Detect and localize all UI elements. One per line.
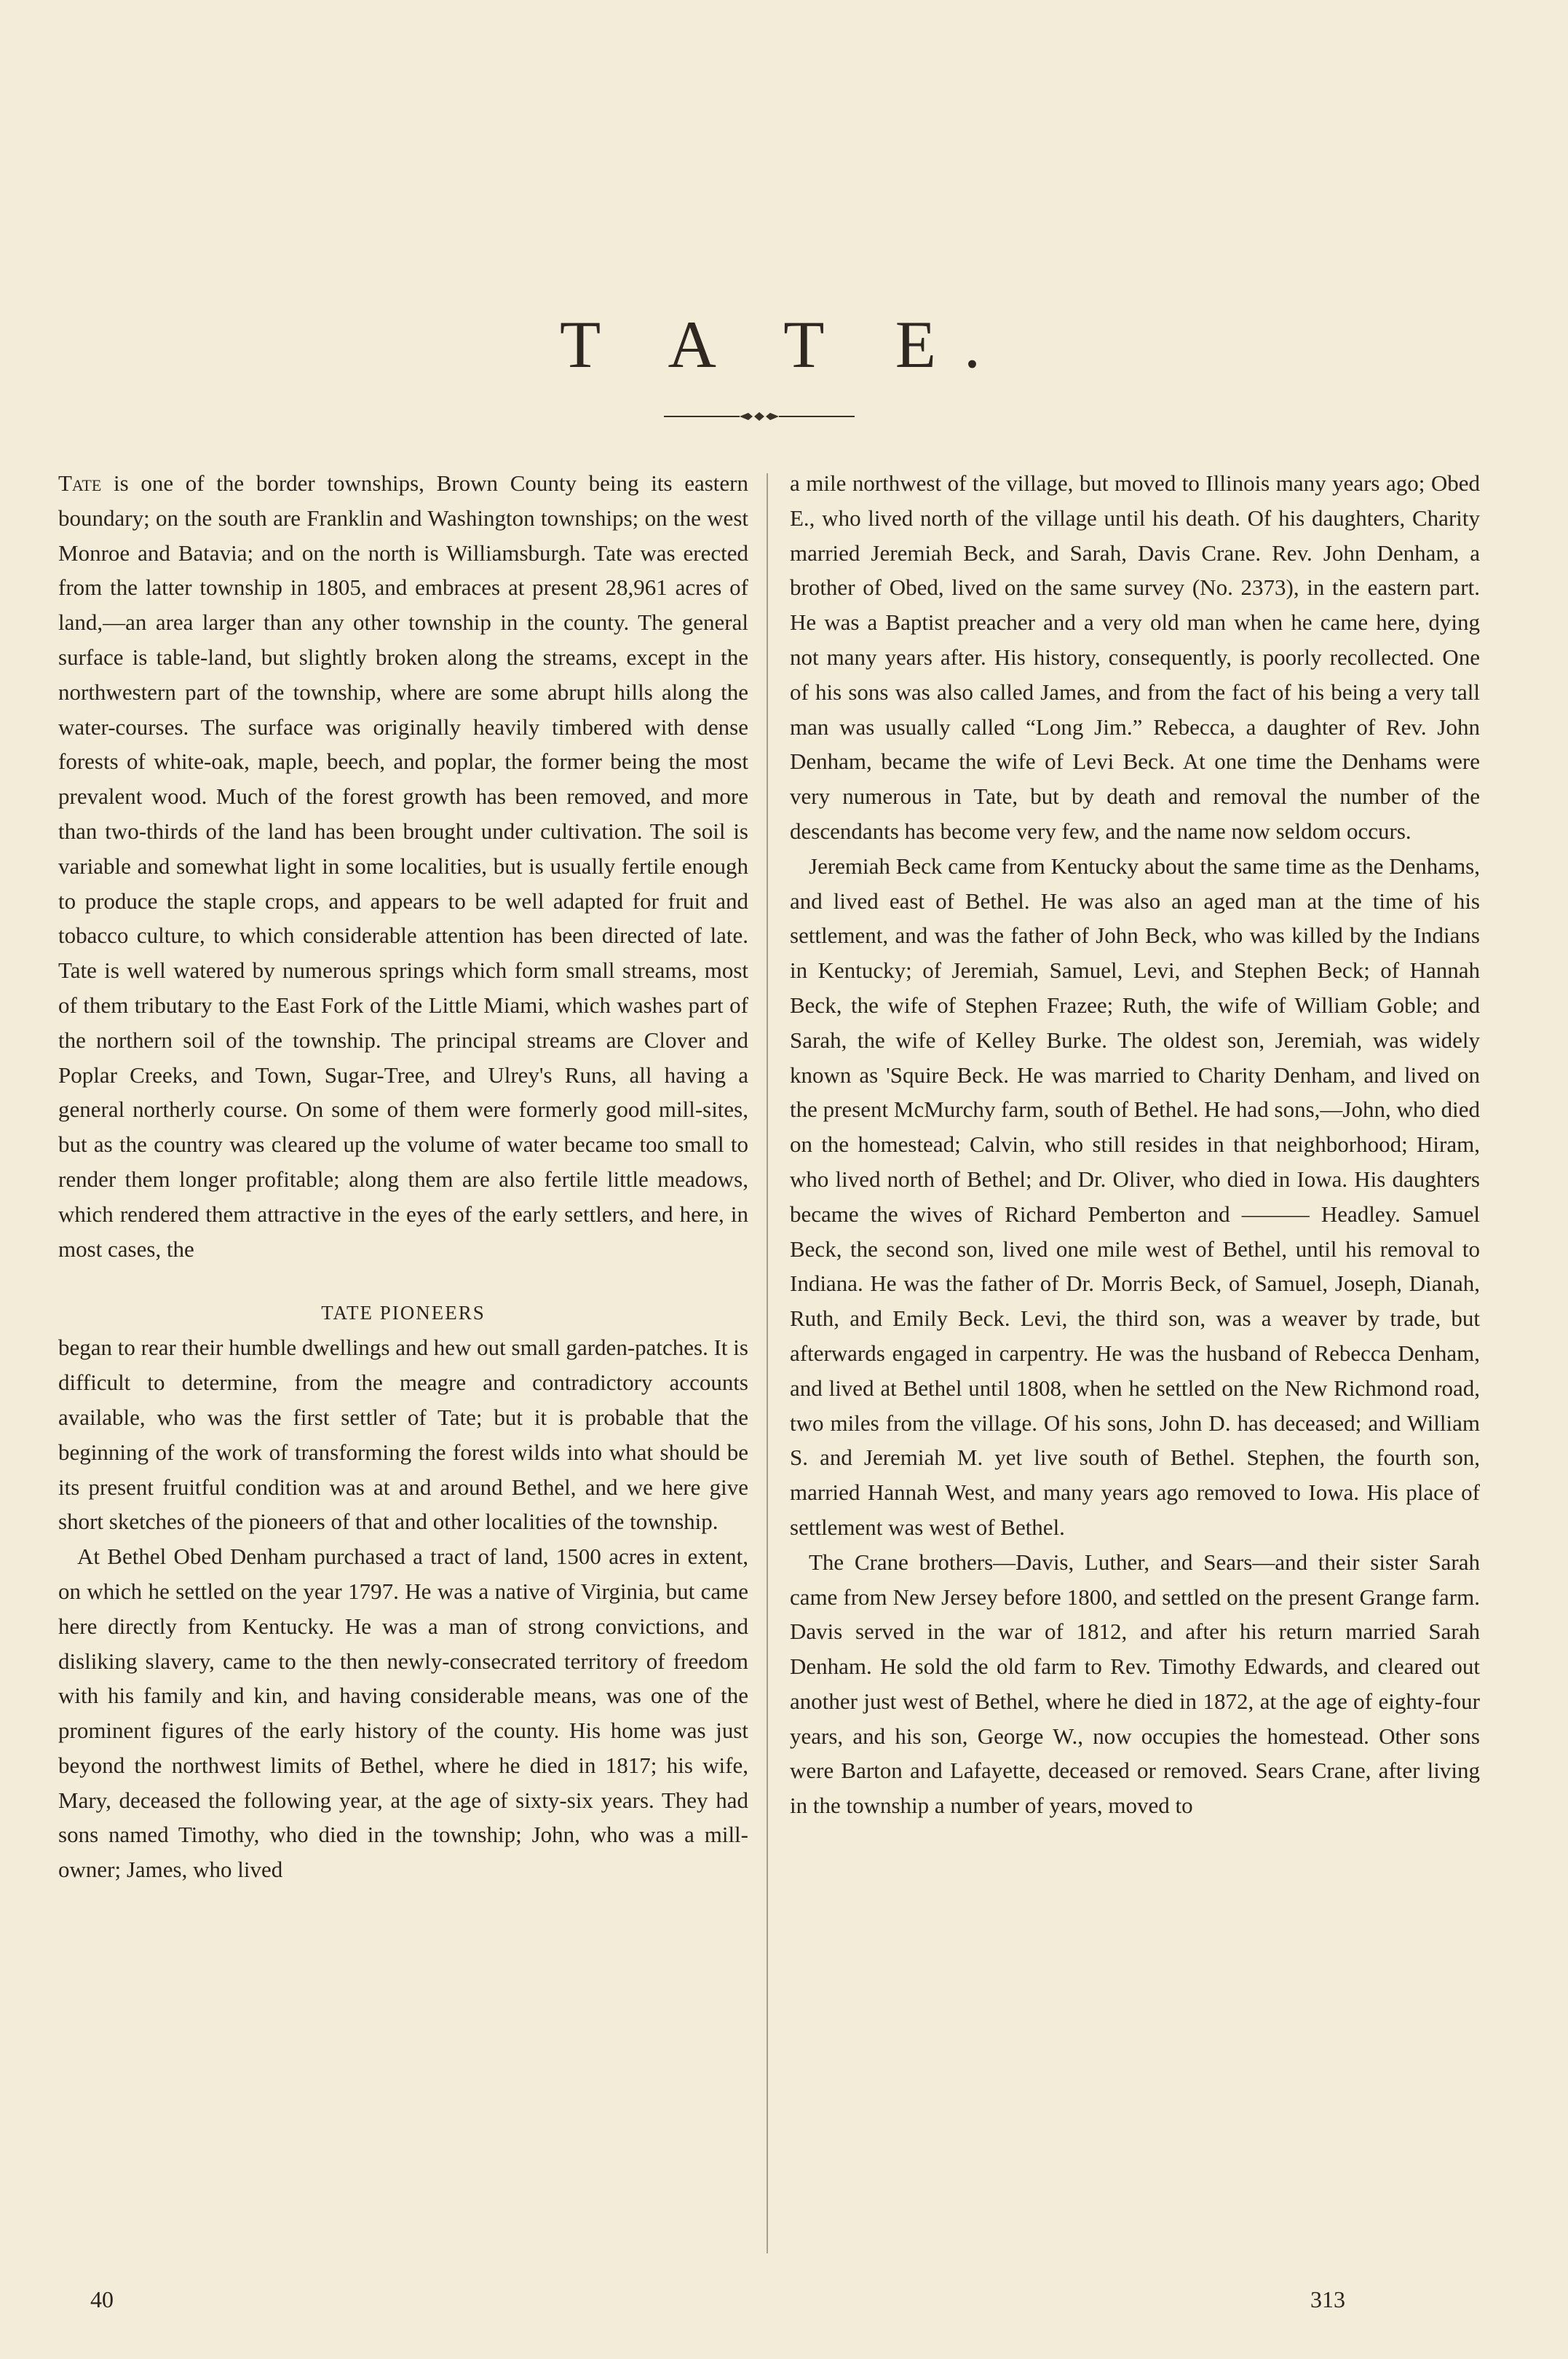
beck-paragraph: Jeremiah Beck came from Kentucky about the same time as the Denhams, and lived east of Bethel. He was also an aged man at the time of his settlement, and was the father of John Beck, who was killed by the Indians in Kentucky; of Jeremiah, Samuel, Levi, and Stephen Beck; of Hannah Beck, the wife of Stephen Frazee; Ruth, the wife of William Goble; and Sarah, the wife of Kelley Burke. The oldest son, Jeremiah, was widely known as 'Squire Beck. He was married to Charity Denham, and lived on the present McMurchy farm, south of Bethel. He had sons,—John, who died on the homestead; Calvin, who still resides in that neighborhood; Hiram, who lived north of Bethel; and Dr. Oliver, who died in Iowa. His daughters became the wives of Richard Pemberton and ——— Headley. Samuel Beck, the second son, lived one mile west of Bethel, until his removal to Indiana. He was the father of Dr. Morris Beck, of Samuel, Joseph, Dianah, Ruth, and Emily Beck. Levi, the third son, was a weaver by trade, but afterwards engaged in carpentry. He was the husband of Rebecca Denham, and lived at Bethel until 1808, when he settled on the New Richmond road, two miles from the village. Of his sons, John D. has deceased; and William S. and Jeremiah M. yet live south of Bethel. Stephen, the fourth son, married Hannah West, and many years ago removed to Iowa. His place of settlement was west of Bethel. (790, 853, 1480, 1540)
left-column (58, 466, 748, 1887)
title-ornament-divider (664, 411, 855, 422)
intro-lead-word: Tate (58, 470, 102, 496)
page-number-left: 40 (90, 2286, 114, 2312)
bethel-paragraph: At Bethel Obed Denham purchased a tract of land, 1500 acres in extent, on which he settled on the year 1797. He was a native of Virginia, but came here directly from Kentucky. He was a man of strong convictions, and disliking slavery, came to the then newly-consecrated territory of freedom with his family and kin, and having considerable means, was one of the prominent figures of the early history of the county. His home was just beyond the northwest limits of Bethel, where he died in 1817; his wife, Mary, deceased the following year, at the age of sixty-six years. They had sons named Timothy, who died in the township; John, who was a mill-owner; James, who lived (58, 1544, 748, 1883)
page-title: T A T E. (560, 307, 1008, 382)
column-divider (767, 473, 768, 2253)
section-heading-tate-pioneers: TATE PIONEERS (321, 1302, 486, 1324)
intro-text: is one of the border townships, Brown County being its eastern boundary; on the south are Franklin and Washington townships; on the west Monroe and Batavia; and on the north is Williamsburgh. Tate was erected from the latter township in 1805, and embraces at present 28,961 acres of land,—an area larger than any other township in the county. The general surface is table-land, but slightly broken along the streams, except in the northwestern part of the township, where are some abrupt hills along the water-courses. The surface was originally heavily timbered with dense forests of white-oak, maple, beech, and poplar, the former being the most prevalent wood. Much of the forest growth has been removed, and more than two-thirds of the land has been brought under cultivation. The soil is variable and somewhat light in some localities, but is usually fertile enough to produce the staple crops, and appears to be well adapted for fruit and tobacco culture, to which considerable attention has been directed of late. Tate is well watered by numerous springs which form small streams, most of them tributary to the East Fork of the Little Miami, which washes part of the northern soil of the township. The principal streams are Clover and Poplar Creeks, and Town, Sugar-Tree, and Ulrey's Runs, all having a general northerly course. On some of them were formerly good mill-sites, but as the country was cleared up the volume of water became too small to render them longer profitable; along them are also fertile little meadows, which rendered them attractive in the eyes of the early settlers, and here, in most cases, the (58, 470, 748, 1262)
intro-paragraph (58, 466, 748, 1266)
denham-continued-paragraph: a mile northwest of the village, but moved to Illinois many years ago; Obed E., who lived north of the village until his death. Of his daughters, Charity married Jeremiah Beck, and Sarah, Davis Crane. Rev. John Denham, a brother of Obed, lived on the same survey (No. 2373), in the eastern part. He was a Baptist preacher and a very old man when he came here, dying not many years after. His history, consequently, is poorly recollected. One of his sons was also called James, and from the fact of his being a very tall man was usually called “Long Jim.” Rebecca, a daughter of Rev. John Denham, became the wife of Levi Beck. At one time the Denhams were very numerous in Tate, but by death and removal the number of the descendants has become very few, and the name now seldom occurs. (790, 470, 1480, 844)
right-column (790, 466, 1480, 1823)
page-number-right: 313 (1310, 2286, 1345, 2312)
crane-paragraph: The Crane brothers—Davis, Luther, and Sears—and their sister Sarah came from New Jersey before 1800, and settled on the present Grange farm. Davis served in the war of 1812, and after his return married Sarah Denham. He sold the old farm to Rev. Timothy Edwards, and cleared out another just west of Bethel, where he died in 1872, at the age of eighty-four years, and his son, George W., now occupies the homestead. Other sons were Barton and Lafayette, deceased or removed. Sears Crane, after living in the township a number of years, moved to (790, 1549, 1480, 1819)
pioneers-paragraph: began to rear their humble dwellings and hew out small garden-patches. It is difficult to determine, from the meagre and contradictory accounts available, who was the first settler of Tate; but it is probable that the beginning of the work of transforming the forest wilds into what should be its present fruitful condition was at and around Bethel, and we here give short sketches of the pioneers of that and other localities of the township. (58, 1335, 748, 1535)
